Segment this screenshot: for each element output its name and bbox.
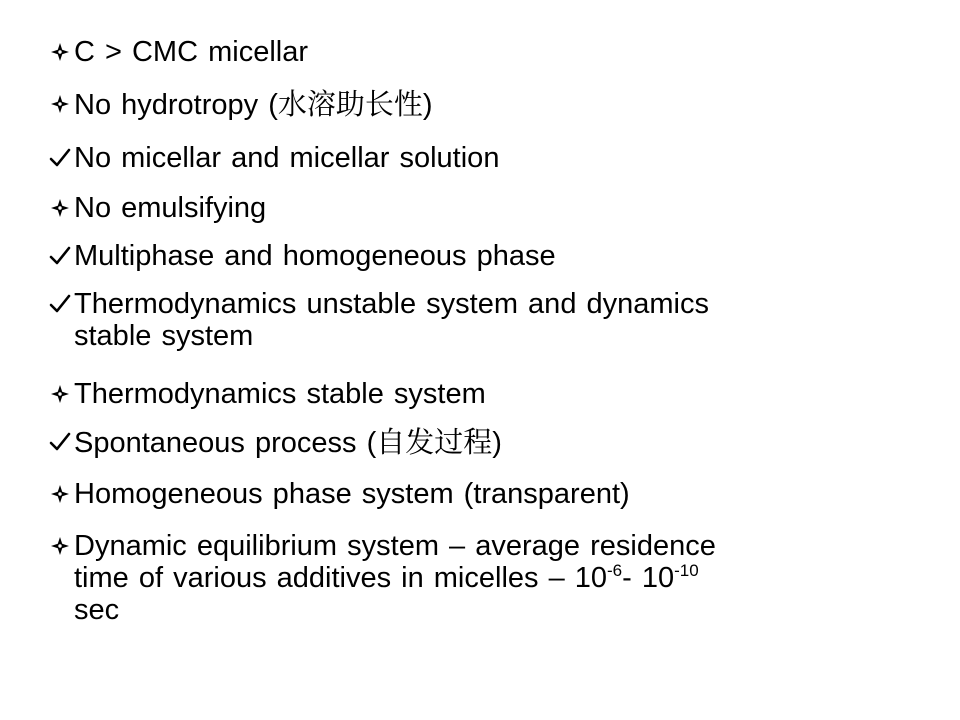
list-item-text: No emulsifying bbox=[74, 192, 267, 224]
list-item-text: Thermodynamics unstable system and dynamics stable system bbox=[74, 288, 709, 352]
checkmark-bullet-icon bbox=[48, 240, 72, 272]
exponent: -6 bbox=[607, 561, 623, 580]
list-item bbox=[48, 530, 908, 626]
list-item-text: Dynamic equilibrium system – average residence time of various additives in micelles – $10^{-6}-$ $10^{-10}$ sec bbox=[74, 530, 716, 626]
list-item bbox=[48, 88, 908, 121]
diamond-bullet-icon bbox=[48, 88, 72, 120]
diamond-bullet-icon bbox=[48, 530, 72, 562]
diamond-bullet-icon bbox=[48, 378, 72, 410]
diamond-bullet-icon bbox=[48, 36, 72, 68]
list-item-text: No hydrotropy (水溶助长性) bbox=[74, 87, 433, 121]
list-item bbox=[48, 36, 908, 68]
checkmark-bullet-icon bbox=[48, 426, 72, 458]
list-item-text: No micellar and micellar solution bbox=[74, 142, 500, 174]
chinese-term: 水溶助长性 bbox=[277, 87, 423, 121]
list-item-text: Multiphase and homogeneous phase bbox=[74, 240, 556, 272]
exponent: -10 bbox=[674, 561, 699, 580]
chinese-term: 自发过程 bbox=[376, 425, 493, 459]
list-item bbox=[48, 426, 908, 459]
list-item bbox=[48, 288, 908, 352]
list-item-text: Thermodynamics stable system bbox=[74, 378, 486, 410]
checkmark-bullet-icon bbox=[48, 288, 72, 320]
list-item bbox=[48, 478, 908, 510]
list-item-text: Homogeneous phase system (transparent) bbox=[74, 478, 630, 510]
checkmark-bullet-icon bbox=[48, 142, 72, 174]
list-item-text: Spontaneous process (自发过程) bbox=[74, 425, 502, 459]
diamond-bullet-icon bbox=[48, 192, 72, 224]
diamond-bullet-icon bbox=[48, 478, 72, 510]
list-item bbox=[48, 378, 908, 410]
list-item bbox=[48, 240, 908, 272]
list-item bbox=[48, 192, 908, 224]
list-item-text: C > CMC micellar bbox=[74, 36, 308, 68]
list-item bbox=[48, 142, 908, 174]
